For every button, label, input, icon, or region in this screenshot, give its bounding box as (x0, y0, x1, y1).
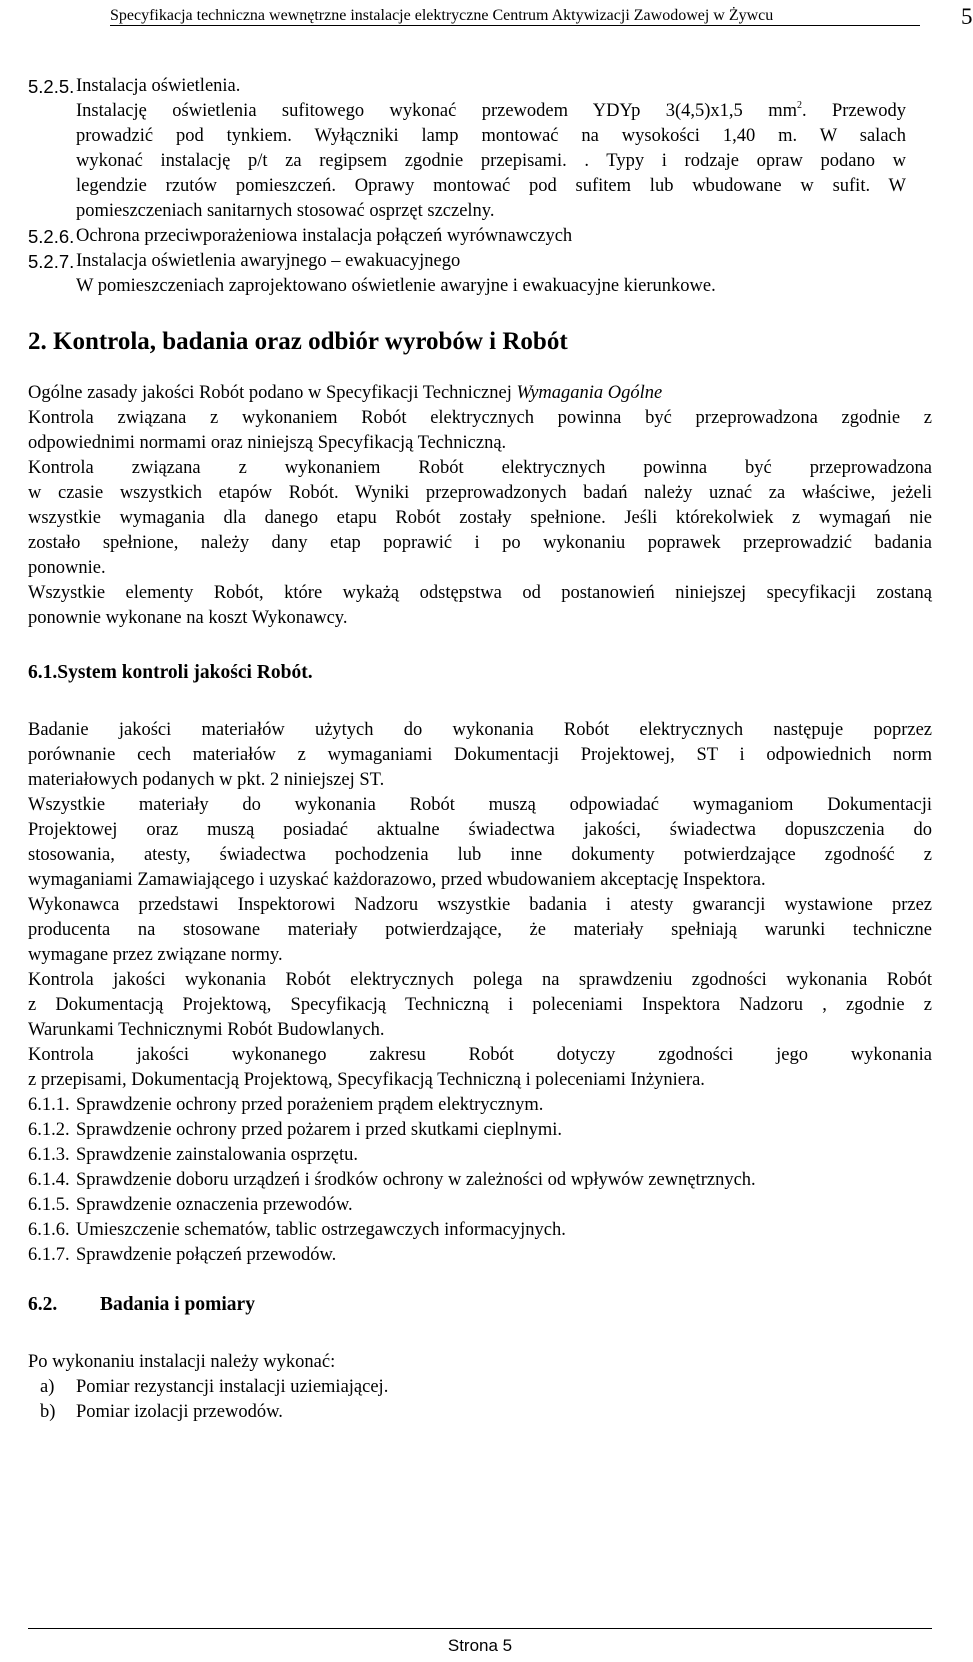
page-footer: Strona 5 (447, 1636, 513, 1655)
kontrola-paragraph-3: Wszystkie elementy Robót, które wykażą odstępstwa od postanowień niniejszej specyfikacji zostaną ponownie wykonane na koszt Wykonawcy. (28, 583, 932, 628)
section-body: W pomieszczeniach zaprojektowano oświetlenie awaryjne i ewakuacyjne kierunkowe. (76, 276, 716, 296)
section-title: Instalacja oświetlenia awaryjnego – ewakuacyjnego (76, 251, 461, 271)
s61-paragraph-1: Badanie jakości materiałów użytych do wykonania Robót elektrycznych następuje poprzez porównanie cech materiałów z wymaganiami Dokumentacji Projektowej, ST i odpowiednich norm materiałowych podanych w pkt. 2 niniejszej ST. (28, 720, 932, 790)
s61-paragraph-4: Kontrola jakości wykonania Robót elektrycznych polega na sprawdzeniu zgodności wykonania Robót z Dokumentacją Projektową, Specyfikacją Techniczną i poleceniami Inspektora Nadzoru , zgodnie z Warunkami Technicznymi Robót Budowlanych. (28, 970, 932, 1040)
kontrola-paragraph-1: Kontrola związana z wykonaniem Robót elektrycznych powinna być przeprowadzona zgodnie z odpowiednimi normami oraz niniejszą Specyfikacją Techniczną. (28, 408, 932, 453)
section-number: 5.2.7. (28, 251, 75, 272)
section-number: 5.2.6. (28, 226, 75, 247)
section-number: 5.2.5. (28, 76, 75, 97)
s61-paragraph-5: Kontrola jakości wykonanego zakresu Robót dotyczy zgodności jego wykonania z przepisami, Dokumentacją Projektową, Specyfikacją Techniczną i poleceniami Inżyniera. (28, 1045, 932, 1090)
s62-intro: Po wykonaniu instalacji należy wykonać: (28, 1352, 336, 1372)
kontrola-intro: Ogólne zasady jakości Robót podano w Specyfikacji Technicznej Wymagania Ogólne (28, 383, 663, 403)
header-page-number: 5 (961, 4, 973, 29)
section-title: Instalacja oświetlenia. (76, 76, 241, 96)
header-title: Specyfikacja techniczna wewnętrzne instalacje elektryczne Centrum Aktywizacji Zawodowej w Żywcu (110, 7, 774, 24)
heading-6-1: 6.1.System kontroli jakości Robót. (28, 662, 313, 683)
s61-paragraph-3: Wykonawca przedstawi Inspektorowi Nadzoru wszystkie badania i atesty gwarancji wystawione przez producenta na stosowane materiały potwierdzające, że materiały spełniają warunki techniczne wymagane przez związane normy. (28, 895, 932, 965)
s61-paragraph-2: Wszystkie materiały do wykonania Robót muszą odpowiadać wymaganiom Dokumentacji Projektowej oraz muszą posiadać aktualne świadectwa jakości, świadectwa dopuszczenia do stosowania, atesty, świadectwa pochodzenia lub inne dokumenty potwierdzające zgodność z wymaganiami Zamawiającego i uzyskać każdorazowo, przed wbudowaniem akceptację Inspektora. (28, 795, 932, 890)
text-line: Instalację oświetlenia sufitowego wykonać przewodem YDYp 3(4,5)x1,5 $mm^2$. Przewody (76, 100, 907, 121)
text-line: pomieszczeniach sanitarnych stosować osprzęt szczelny. (76, 201, 495, 221)
kontrola-paragraph-2: Kontrola związana z wykonaniem Robót elektrycznych powinna być przeprowadzona w czasie wszystkich etapów Robót. Wyniki przeprowadzonych badań należy uznać za właściwe, jeżeli wszystkie wymagania dla danego etapu Robót zostały spełnione. Jeśli którekolwiek z wymagań nie zostało spełnione, należy dany etap poprawić i po wykonaniu poprawek przeprowadzić badania ponownie. (28, 458, 932, 578)
text-line: prowadzić pod tynkiem. Wyłączniki lamp montować na wysokości 1,40 m. W salach (76, 126, 906, 146)
text-line: legendzie rzutów pomieszczeń. Oprawy montować pod sufitem lub wbudowane w sufit. W (76, 176, 906, 196)
header-rule (110, 25, 920, 26)
document-page: Specyfikacja techniczna wewnętrzne instalacje elektryczne Centrum Aktywizacji Zawodowej w Żywcu 5 5.2.5. Instalacja oświetlenia. Instalację oświetlenia sufitowego wykonać przewodem YDYp 3(4,5)x1,5 $mm^2$. Przewody prowadzić pod tynkiem. Wyłączniki lamp montować na wysokości 1,40 m. W salach wykonać instalację p/t za regipsem zgodnie przepisami. . Typy i rodzaje opraw podano w legendzie rzutów pomieszczeń. Oprawy montować pod sufitem lub wbudowane w sufit. W pomieszczeniach sanitarnych stosować osprzęt szczelny. 5.2.6. Ochrona przeciwporażeniowa instalacja połączeń wyrównawczych 5.2.7. Instalacja oświetlenia awaryjnego – ewakuacyjnego W pomieszczeniach zaprojektowano oświetlenie awaryjne i ewakuacyjne kierunkowe. 2. Kontrola, badania oraz odbiór wyrobów i Robót Ogólne zasady jakości Robót podano w Specyfikacji Technicznej Wymagania Ogólne Kontrola związana z wykonaniem Robót elektrycznych powinna być przeprowadzona zgodnie z odpowiednimi normami oraz niniejszą Specyfikacją Techniczną. Kontrola związana z wykonaniem Robót elektrycznych powinna być przeprowadzona w czasie wszystkich etapów Robót. Wyniki przeprowadzonych badań należy uznać za właściwe, jeżeli wszystkie wymagania dla danego etapu Robót zostały spełnione. Jeśli którekolwiek z wymagań nie zostało spełnione, należy dany etap poprawić i po wykonaniu poprawek przeprowadzić badania ponownie. Wszystkie elementy Robót, które wykażą odstępstwa od postanowień niniejszej specyfikacji zostaną ponownie wykonane na koszt Wykonawcy. 6.1.System kontroli jakości Robót. Badanie jakości materiałów użytych do wykonania Robót elektrycznych następuje poprzez porównanie cech materiałów z wymaganiami Dokumentacji Projektowej, ST i odpowiednich norm materiałowych podanych w pkt. 2 niniejszej ST. Wszystkie materiały do wykonania Robót muszą odpowiadać wymaganiom Dokumentacji Projektowej oraz muszą posiadać aktualne świadectwa jakości, świadectwa dopuszczenia do stosowania, atesty, świadectwa pochodzenia lub inne dokumenty potwierdzające zgodność z wymaganiami Zamawiającego i uzyskać każdorazowo, przed wbudowaniem akceptację Inspektora. Wykonawca przedstawi Inspektorowi Nadzoru wszystkie badania i atesty gwarancji wystawione przez producenta na stosowane materiały potwierdzające, że materiały spełniają warunki techniczne wymagane przez związane normy. Kontrola jakości wykonania Robót elektrycznych polega na sprawdzeniu zgodności wykonania Robót z Dokumentacją Projektową, Specyfikacją Techniczną i poleceniami Inspektora Nadzoru , zgodnie z Warunkami Technicznymi Robót Budowlanych. Kontrola jakości wykonanego zakresu Robót dotyczy zgodności jego wykonania z przepisami, Dokumentacją Projektową, Specyfikacją Techniczną i poleceniami Inżyniera. 6.1.1. Sprawdzenie ochrony przed porażeniem prądem elektrycznym. 6.1.2. Sprawdzenie ochrony przed pożarem i przed skutkami cieplnymi. 6.1.3. Sprawdzenie zainstalowania osprzętu. 6.1.4. Sprawdzenie doboru urządzeń i środków ochrony w zależności od wpływów zewnętrznych. 6.1.5. Sprawdzenie oznaczenia przewodów. 6.1.6. Umieszczenie schematów, tablic ostrzegawczych informacyjnych. 6.1.7. Sprawdzenie połączeń przewodów. 6.2. Badania i pomiary Po wykonaniu instalacji należy wykonać: a) Pomiar rezystancji instalacji uziemiającej. b) Pomiar izolacji przewodów. Strona 5 (0, 0, 960, 1662)
section-title: Ochrona przeciwporażeniowa instalacja połączeń wyrównawczych (76, 226, 573, 246)
footer-rule (28, 1628, 932, 1629)
section-body (76, 99, 906, 224)
text-line: wykonać instalację p/t za regipsem zgodnie przepisami. . Typy i rodzaje opraw podano w (76, 151, 906, 171)
heading-kontrola: 2. Kontrola, badania oraz odbiór wyrobów i Robót (28, 328, 568, 355)
